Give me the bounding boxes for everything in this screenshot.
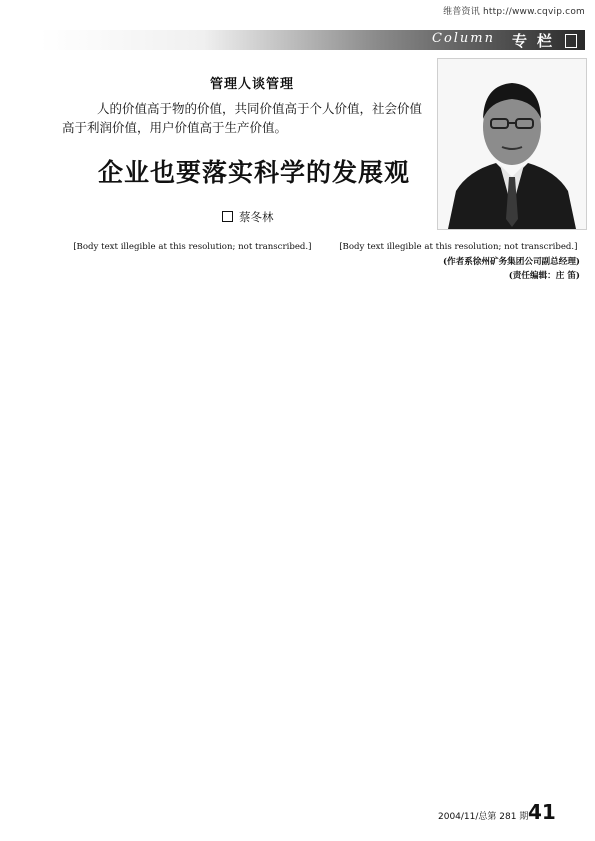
section-title: 管理人谈管理 (210, 77, 295, 92)
author-marker-icon (222, 211, 233, 222)
body-paragraph: [Body text illegible at this resolution; not transcribed.] (339, 242, 578, 252)
issue-info: 2004/11/总第 281 期 (438, 812, 529, 822)
pull-quote-line-1: 人的价值高于物的价值，共同价值高于个人价值，社会价值 (97, 101, 423, 116)
column-banner (40, 30, 585, 50)
article-title: 企业也要落实科学的发展观 (98, 158, 411, 187)
editor-credit: (责任编辑：庄 笛) (508, 271, 580, 281)
banner-frame-mark (565, 34, 577, 48)
portrait-silhouette-icon (438, 59, 586, 229)
author-affiliation: (作者系徐州矿务集团公司副总经理) (442, 256, 580, 267)
pull-quote-line-2: 高于利润价值，用户价值高于生产价值。 (62, 120, 288, 135)
banner-english-label: Column (432, 31, 496, 46)
article-body-left-column (56, 240, 314, 772)
author-name: 蔡冬林 (239, 210, 274, 224)
author-line (222, 209, 274, 225)
author-portrait (437, 58, 587, 230)
page-number: 41 (528, 800, 556, 824)
body-paragraph: [Body text illegible at this resolution; not transcribed.] (73, 242, 312, 252)
banner-chinese-label: 专栏 (512, 32, 563, 50)
source-watermark: 维普资讯 http://www.cqvip.com (443, 7, 585, 17)
article-body-right-column (322, 240, 580, 772)
